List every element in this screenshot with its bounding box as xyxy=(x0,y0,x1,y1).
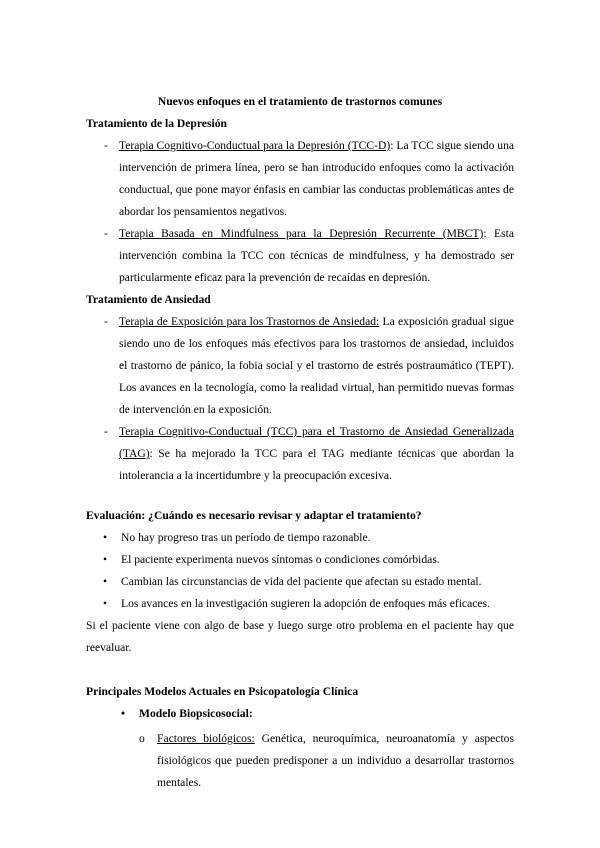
list-item: • Los avances en la investigación sugieren la adopción de enfoques más eficaces. xyxy=(86,593,514,615)
item-text: : Se ha mejorado la TCC para el TAG mediante técnicas que abordan la intolerancia a la incertidumbre y la preocupación excesiva. xyxy=(119,447,514,482)
evaluacion-list xyxy=(86,527,514,615)
depresion-list xyxy=(86,135,514,289)
term-tcc-d: Terapia Cognitivo-Conductual para la Depresión (TCC-D) xyxy=(119,139,391,152)
item-text: Genética, neuroquímica, neuroanatomía y aspectos fisiológicos que pueden predisponer a un individuo a desarrollar trastornos mentales. xyxy=(157,732,514,789)
document-title: Nuevos enfoques en el tratamiento de trastornos comunes xyxy=(157,95,443,108)
term-tcc-tag: Terapia Cognitivo-Conductual (TCC) para el Trastorno de Ansiedad Generalizada (TAG) xyxy=(119,425,514,460)
ansiedad-list xyxy=(86,311,514,487)
list-item xyxy=(86,311,514,421)
section-heading-depresion: Tratamiento de la Depresión xyxy=(86,117,227,130)
term-exposicion: Terapia de Exposición para los Trastornos de Ansiedad: xyxy=(119,315,380,328)
list-item: • El paciente experimenta nuevos síntomas o condiciones comórbidas. xyxy=(86,549,514,571)
evaluacion-note: Si el paciente viene con algo de base y luego surge otro problema en el paciente hay que reevaluar. xyxy=(86,619,514,654)
item-text: La exposición gradual sigue siendo uno de los enfoques más efectivos para los trastornos de ansiedad, incluidos el trastorno de pánico, la fobia social y el trastorno de estrés postraumático (TEPT). Los avances en la tecnología, como la realidad virtual, han permitido nuevas formas de intervención en la exposición. xyxy=(119,315,514,416)
item-text: : La TCC sigue siendo una intervención de primera línea, pero se han introducido enfoques como la activación conductual, que pone mayor énfasis en cambiar las conductas problemáticas antes de abordar los pensamientos negativos. xyxy=(119,139,515,218)
list-item xyxy=(86,135,514,223)
model-sublist xyxy=(139,728,514,794)
section-heading-modelos: Principales Modelos Actuales en Psicopatología Clínica xyxy=(86,685,359,698)
list-item xyxy=(86,223,514,289)
document-body xyxy=(86,91,514,794)
item-text: : Esta intervención combina la TCC con técnicas de mindfulness, y ha demostrado ser particularmente eficaz para la prevención de recaídas en depresión. xyxy=(119,227,514,284)
section-heading-evaluacion: Evaluación: ¿Cuándo es necesario revisar y adaptar el tratamiento? xyxy=(86,509,422,522)
spacer xyxy=(86,659,514,681)
list-item: • Cambian las circunstancias de vida del paciente que afectan su estado mental. xyxy=(86,571,514,593)
spacer xyxy=(86,487,514,505)
model-label: • Modelo Biopsicosocial: xyxy=(139,707,253,720)
sub-list-item xyxy=(139,728,514,794)
list-item xyxy=(86,703,514,794)
section-heading-ansiedad: Tratamiento de Ansiedad xyxy=(86,293,211,306)
modelos-list xyxy=(86,703,514,794)
term-mbct: Terapia Basada en Mindfulness para la Depresión Recurrente (MBCT) xyxy=(119,227,484,240)
term-factores-biologicos: Factores biológicos: xyxy=(157,732,255,745)
list-item xyxy=(86,421,514,487)
list-item: • No hay progreso tras un período de tiempo razonable. xyxy=(86,527,514,549)
